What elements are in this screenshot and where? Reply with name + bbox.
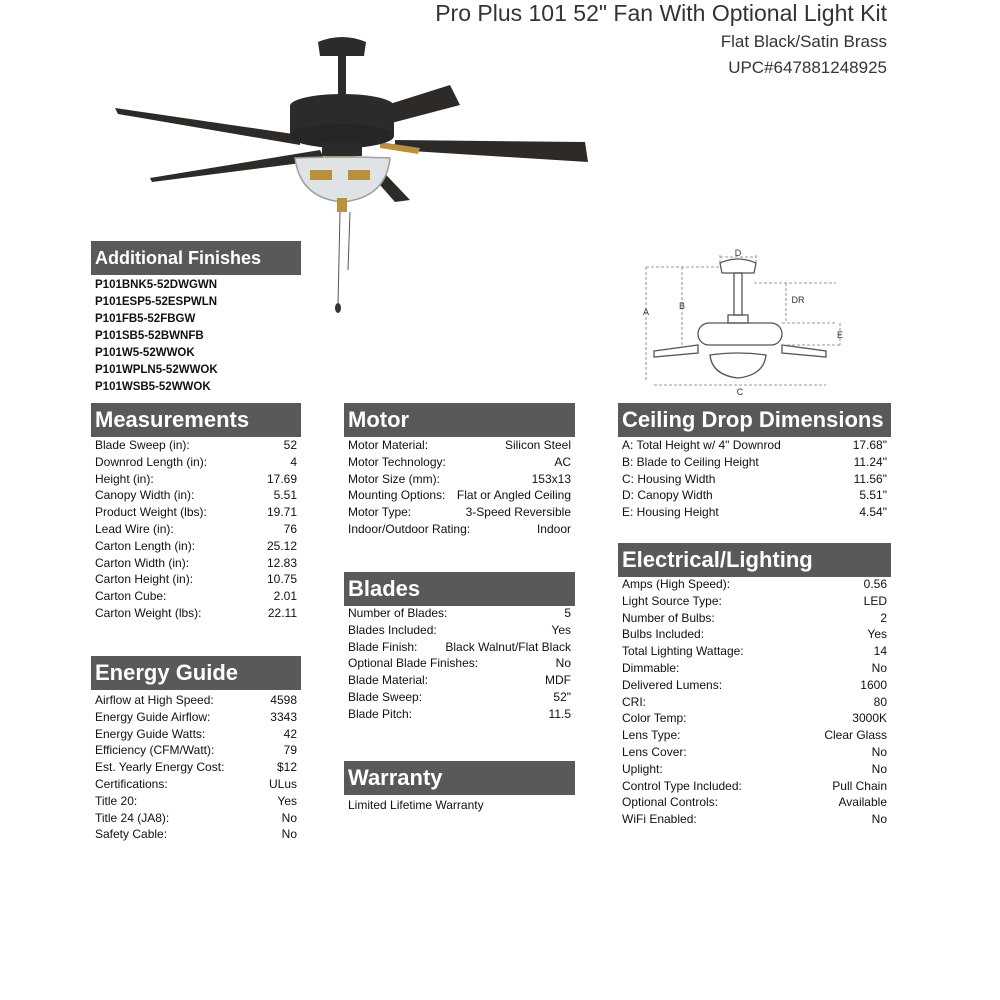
spec-row — [348, 504, 571, 521]
spec-row — [348, 639, 571, 656]
spec-value: Yes — [277, 793, 297, 808]
spec-label: Carton Weight (lbs): — [95, 605, 202, 620]
diagram-label: E — [836, 330, 844, 340]
spec-label: Color Temp: — [622, 711, 687, 726]
spec-row — [622, 437, 887, 454]
spec-label: D: Canopy Width — [622, 488, 713, 503]
spec-row — [348, 437, 571, 454]
diagram-label: D — [734, 248, 742, 258]
finish-sku: P101WPLN5-52WWOK — [95, 364, 218, 376]
product-upc: UPC#647881248925 — [728, 58, 887, 77]
spec-label: Carton Length (in): — [95, 538, 196, 553]
spec-row — [95, 742, 297, 759]
spec-row — [95, 776, 297, 793]
spec-label: Carton Cube: — [95, 589, 167, 604]
spec-label: Est. Yearly Energy Cost: — [95, 760, 225, 775]
spec-value: No — [871, 744, 887, 759]
spec-value: 11.24" — [853, 454, 887, 469]
spec-row — [95, 471, 297, 488]
spec-label: Bulbs Included: — [622, 627, 705, 642]
spec-label: Downrod Length (in): — [95, 454, 208, 469]
spec-row — [348, 622, 571, 639]
finish-sku: P101WSB5-52WWOK — [95, 381, 211, 393]
spec-value: Yes — [867, 627, 887, 642]
finish-sku: P101W5-52WWOK — [95, 347, 195, 359]
spec-row — [348, 655, 571, 672]
spec-row — [622, 761, 887, 778]
spec-label: Motor Material: — [348, 438, 429, 452]
spec-row — [95, 555, 297, 572]
spec-value: 52 — [283, 438, 297, 452]
spec-value: LED — [863, 593, 887, 608]
spec-label: Safety Cable: — [95, 827, 168, 842]
spec-row — [95, 826, 297, 843]
spec-label: Airflow at High Speed: — [95, 693, 214, 707]
spec-row — [348, 487, 571, 504]
spec-label: Certifications: — [95, 776, 168, 791]
additional-finishes-list — [95, 277, 301, 396]
spec-row — [348, 521, 571, 538]
spec-value: 2.01 — [273, 589, 297, 604]
spec-value: 1600 — [860, 677, 887, 692]
spec-value: Indoor — [536, 521, 571, 536]
spec-label: Blade Sweep (in): — [95, 438, 190, 452]
spec-label: Blade Pitch: — [348, 706, 413, 721]
motor-heading: Motor — [344, 403, 575, 437]
diagram-label: A — [642, 307, 650, 317]
spec-value: Clear Glass — [824, 728, 887, 743]
spec-value: No — [871, 812, 887, 827]
spec-row — [95, 810, 297, 827]
energy-guide-table — [95, 692, 297, 843]
blades-heading: Blades — [344, 572, 575, 606]
spec-row — [95, 521, 297, 538]
spec-value: 11.5 — [548, 706, 571, 721]
spec-label: Height (in): — [95, 471, 154, 486]
spec-label: Control Type Included: — [622, 778, 742, 793]
spec-value: 52" — [553, 689, 571, 704]
spec-label: Product Weight (lbs): — [95, 505, 207, 520]
spec-value: ULus — [268, 776, 297, 791]
spec-value: Black Walnut/Flat Black — [445, 639, 571, 654]
spec-value: No — [871, 761, 887, 776]
spec-value: Yes — [551, 622, 571, 637]
spec-label: Light Source Type: — [622, 593, 722, 608]
spec-value: 3343 — [270, 709, 297, 724]
warranty-text: Limited Lifetime Warranty — [348, 798, 484, 812]
finish-sku: P101SB5-52BWNFB — [95, 330, 204, 342]
spec-label: Uplight: — [622, 761, 663, 776]
spec-value: 3-Speed Reversible — [465, 505, 571, 520]
spec-label: Carton Height (in): — [95, 572, 194, 587]
warranty-heading: Warranty — [344, 761, 575, 795]
electrical-table — [622, 576, 887, 828]
spec-label: CRI: — [622, 694, 646, 709]
spec-row — [622, 727, 887, 744]
spec-value: 4598 — [270, 693, 297, 707]
spec-value: Available — [838, 795, 887, 810]
spec-label: WiFi Enabled: — [622, 812, 697, 827]
spec-row — [622, 626, 887, 643]
spec-label: Amps (High Speed): — [622, 577, 731, 591]
spec-row — [622, 593, 887, 610]
spec-value: 10.75 — [266, 572, 297, 587]
spec-value: No — [281, 810, 297, 825]
spec-row — [348, 605, 571, 622]
spec-label: Lead Wire (in): — [95, 521, 174, 536]
spec-row — [622, 454, 887, 471]
spec-value: No — [555, 656, 571, 671]
spec-value: Flat or Angled Ceiling — [456, 488, 571, 503]
spec-value: 2 — [880, 610, 887, 625]
spec-label: Canopy Width (in): — [95, 488, 195, 503]
spec-row — [348, 706, 571, 723]
spec-row — [95, 588, 297, 605]
spec-value: 12.83 — [266, 555, 297, 570]
spec-label: Number of Blades: — [348, 606, 448, 620]
spec-label: Optional Blade Finishes: — [348, 656, 479, 671]
spec-row — [95, 437, 297, 454]
spec-row — [622, 710, 887, 727]
spec-row — [622, 778, 887, 795]
spec-label: Energy Guide Watts: — [95, 726, 206, 741]
blades-table — [348, 605, 571, 723]
spec-row — [348, 672, 571, 689]
spec-row — [95, 793, 297, 810]
spec-value: Pull Chain — [832, 778, 887, 793]
electrical-heading: Electrical/Lighting — [618, 543, 891, 577]
spec-row — [95, 692, 297, 709]
measurements-heading: Measurements — [91, 403, 301, 437]
spec-value: 14 — [873, 644, 887, 659]
spec-row — [95, 709, 297, 726]
spec-row — [95, 571, 297, 588]
spec-value: 76 — [283, 521, 297, 536]
spec-row — [95, 759, 297, 776]
spec-value: MDF — [545, 673, 571, 688]
spec-value: 25.12 — [266, 538, 297, 553]
energy-guide-heading: Energy Guide — [91, 656, 301, 690]
spec-value: 79 — [283, 743, 297, 758]
spec-label: E: Housing Height — [622, 505, 719, 520]
spec-label: Lens Type: — [622, 728, 681, 743]
spec-label: A: Total Height w/ 4" Downrod — [622, 438, 781, 452]
spec-row — [95, 454, 297, 471]
spec-label: C: Housing Width — [622, 471, 716, 486]
spec-row — [622, 811, 887, 828]
product-title: Pro Plus 101 52" Fan With Optional Light Kit — [435, 0, 887, 26]
spec-label: Indoor/Outdoor Rating: — [348, 521, 471, 536]
spec-label: Blade Sweep: — [348, 689, 423, 704]
spec-value: 5.51 — [273, 488, 297, 503]
spec-row — [95, 487, 297, 504]
spec-value: 4 — [290, 454, 297, 469]
spec-label: Title 24 (JA8): — [95, 810, 170, 825]
spec-label: Number of Bulbs: — [622, 610, 715, 625]
spec-row — [348, 471, 571, 488]
spec-label: Delivered Lumens: — [622, 677, 723, 692]
spec-row — [95, 726, 297, 743]
motor-table — [348, 437, 571, 538]
spec-value: 153x13 — [531, 471, 571, 486]
spec-value: AC — [554, 454, 571, 469]
spec-value: 22.11 — [267, 605, 297, 620]
spec-label: Optional Controls: — [622, 795, 719, 810]
spec-value: 80 — [873, 694, 887, 709]
spec-value: 5.51" — [859, 488, 887, 503]
spec-label: Dimmable: — [622, 660, 680, 675]
diagram-label: DR — [791, 295, 805, 305]
spec-row — [622, 660, 887, 677]
spec-value: $12 — [276, 760, 297, 775]
finish-sku: P101ESP5-52ESPWLN — [95, 296, 218, 308]
spec-row — [622, 744, 887, 761]
product-finish: Flat Black/Satin Brass — [720, 32, 887, 51]
spec-row — [622, 643, 887, 660]
additional-finishes-heading: Additional Finishes — [91, 241, 301, 275]
spec-value: 17.69 — [266, 471, 297, 486]
spec-value: 19.71 — [266, 505, 297, 520]
spec-label: Blade Material: — [348, 673, 429, 688]
spec-label: Efficiency (CFM/Watt): — [95, 743, 215, 758]
spec-row — [95, 605, 297, 622]
spec-row — [95, 538, 297, 555]
spec-label: Carton Width (in): — [95, 555, 190, 570]
spec-row — [622, 576, 887, 593]
spec-value: 17.68" — [852, 438, 887, 452]
spec-value: 4.54" — [859, 505, 887, 520]
spec-value: No — [871, 660, 887, 675]
diagram-label: C — [736, 387, 744, 397]
finish-sku: P101BNK5-52DWGWN — [95, 279, 218, 291]
spec-label: Total Lighting Wattage: — [622, 644, 744, 659]
spec-row — [622, 677, 887, 694]
ceiling-drop-table — [622, 437, 887, 521]
spec-row — [622, 794, 887, 811]
spec-value: No — [281, 827, 297, 842]
spec-value: 11.56" — [853, 471, 887, 486]
measurements-table — [95, 437, 297, 622]
spec-label: Lens Cover: — [622, 744, 687, 759]
spec-value: 3000K — [852, 711, 887, 726]
spec-row — [622, 504, 887, 521]
ceiling-drop-heading: Ceiling Drop Dimensions — [618, 403, 891, 437]
spec-row — [622, 610, 887, 627]
spec-label: Blades Included: — [348, 622, 437, 637]
spec-label: Motor Technology: — [348, 454, 446, 469]
spec-value: 5 — [564, 606, 571, 620]
spec-label: B: Blade to Ceiling Height — [622, 454, 759, 469]
spec-label: Energy Guide Airflow: — [95, 709, 211, 724]
spec-value: 42 — [283, 726, 297, 741]
ceiling-drop-diagram — [636, 245, 856, 405]
spec-row — [348, 454, 571, 471]
spec-value: 0.56 — [863, 577, 887, 591]
spec-value: Silicon Steel — [504, 438, 571, 452]
spec-label: Motor Type: — [348, 505, 412, 520]
spec-row — [622, 694, 887, 711]
spec-row — [622, 487, 887, 504]
spec-label: Mounting Options: — [348, 488, 446, 503]
spec-row — [622, 471, 887, 488]
spec-label: Blade Finish: — [348, 639, 418, 654]
spec-label: Title 20: — [95, 793, 138, 808]
diagram-label: B — [678, 301, 686, 311]
spec-row — [95, 504, 297, 521]
spec-row — [348, 689, 571, 706]
spec-label: Motor Size (mm): — [348, 471, 441, 486]
finish-sku: P101FB5-52FBGW — [95, 313, 196, 325]
